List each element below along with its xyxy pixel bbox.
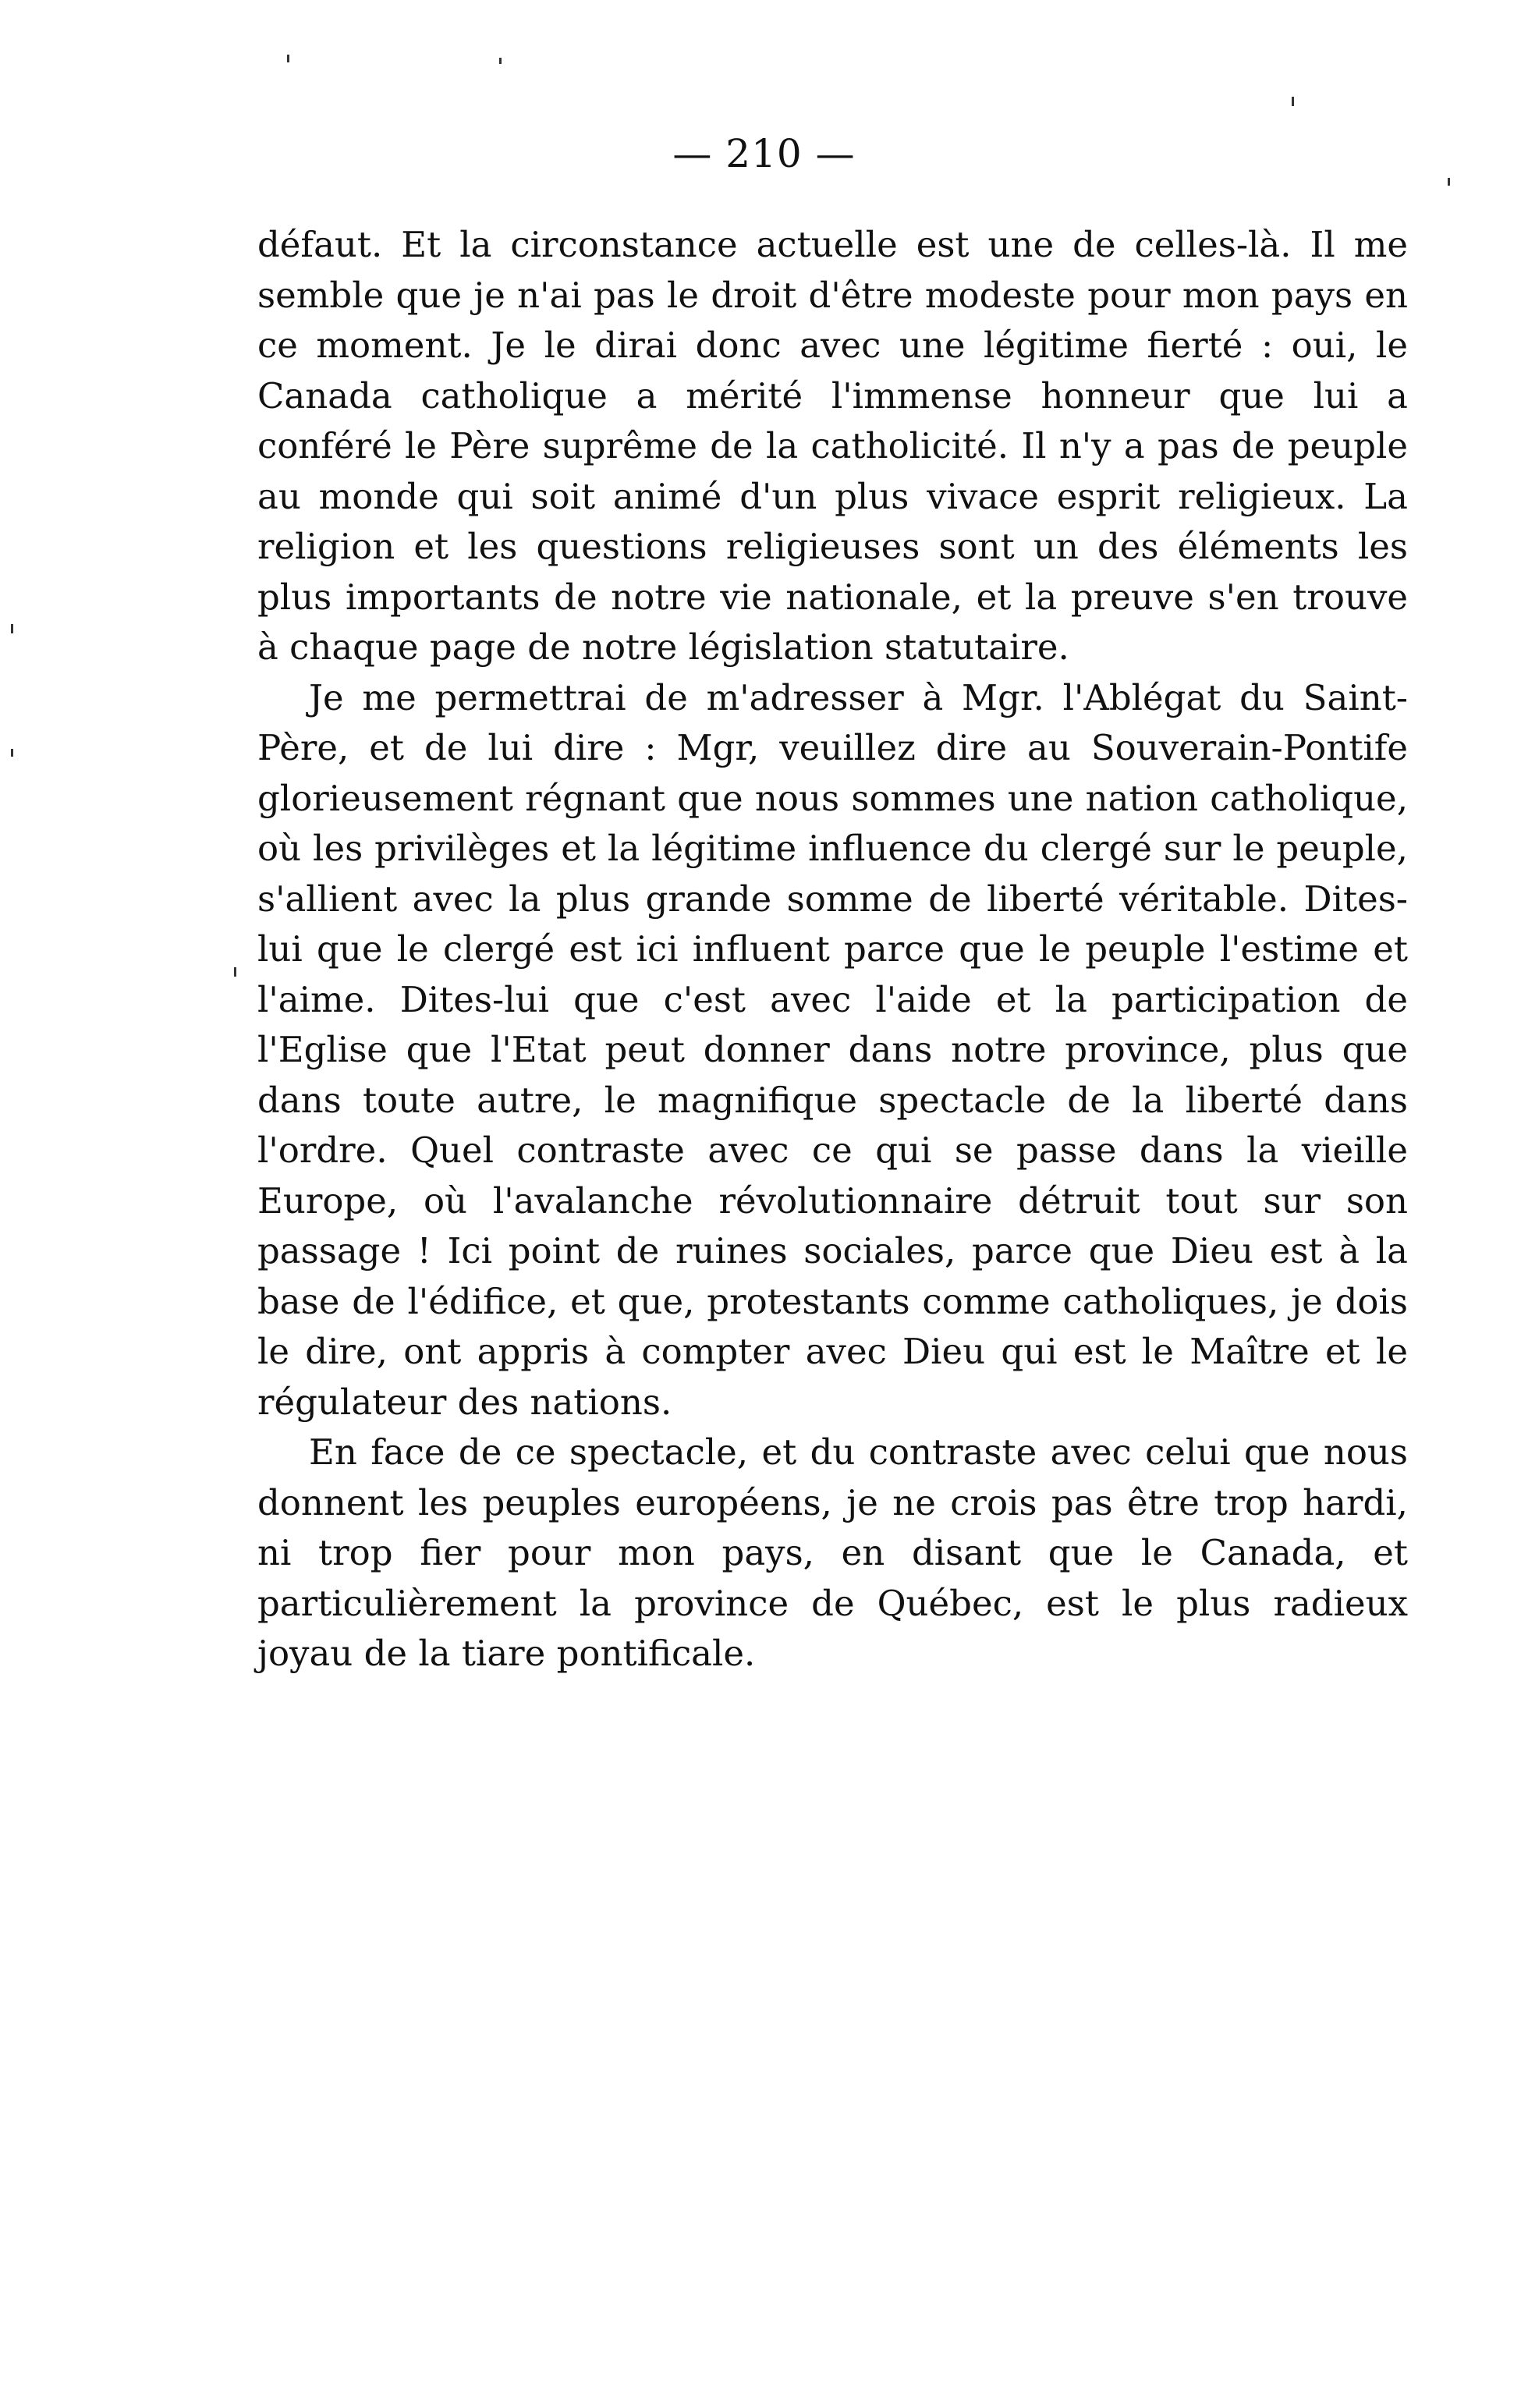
page-number: — 210 —: [672, 131, 856, 176]
scan-speck: [1292, 97, 1294, 106]
scan-speck: [11, 624, 13, 633]
scan-speck: [11, 749, 13, 757]
paragraph-1: défaut. Et la circonstance actuelle est une de celles-là. Il me semble que je n'ai pas le droit d'être modeste pour mon pays en ce moment. Je le dirai donc avec une légitime fierté : oui, le Canada catholique a mérité l'immense honneur que lui a conféré le Père suprême de la catholicité. Il n'y a pas de peuple au monde qui soit animé d'un plus vivace esprit religieux. La religion et les questions religieuses sont un des éléments les plus importants de notre vie nationale, et la preuve s'en trouve à chaque page de notre législation statutaire.: [257, 224, 1408, 668]
paragraph-2: Je me permettrai de m'adresser à Mgr. l'Ablégat du Saint-Père, et de lui dire : Mgr, veuillez dire au Souverain-Pontife glorieusement régnant que nous sommes une nation catholique, où les privilèges et la légitime influence du clergé sur le peuple, s'allient avec la plus grande somme de liberté véritable. Dites-lui que le clergé est ici influent parce que le peuple l'estime et l'aime. Dites-lui que c'est avec l'aide et la participation de l'Eglise que l'Etat peut donner dans notre province, plus que dans toute autre, le magnifique spectacle de la liberté dans l'ordre. Quel contraste avec ce qui se passe dans la vieille Europe, où l'avalanche révolutionnaire détruit tout sur son passage ! Ici point de ruines sociales, parce que Dieu est à la base de l'édifice, et que, protestants comme catholiques, je dois le dire, ont appris à compter avec Dieu qui est le Maître et le régulateur des nations.: [257, 676, 1408, 1423]
paragraph-3: En face de ce spectacle, et du contraste avec celui que nous donnent les peuples européens, je ne crois pas être trop hardi, ni trop fier pour mon pays, en disant que le Canada, et particulièrement la province de Québec, est le plus radieux joyau de la tiare pontificale.: [257, 1431, 1408, 1674]
scan-speck: [1448, 178, 1450, 186]
scan-speck: [499, 58, 502, 64]
scan-speck: [234, 967, 236, 977]
body-text: [257, 220, 1408, 1679]
scan-speck: [287, 55, 289, 62]
